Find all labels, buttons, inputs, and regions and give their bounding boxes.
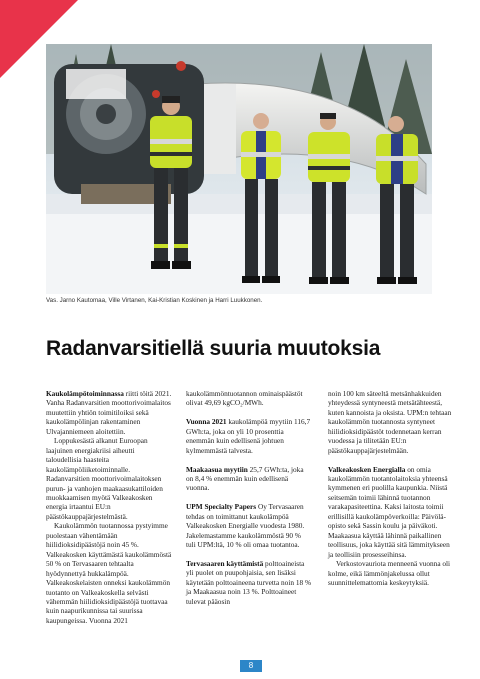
page-number-badge: 8 [240,660,262,672]
paragraph-lead: Tervasaaren käyttämistä [186,558,264,568]
paragraph-text: Kaukolämmön tuotannossa pystyimme puolestaan vähentämään hiilidioksidipäästöjä noin 45 %. Valkeakosken käyttämästä kaukolämmöstä 50 % on Tervasaaren tehtaalta hyödynnettyä hukkalämpöä. Valkeakoskelaisten onneksi kaukolämmön tuotanto on Valkeakoskella selvästi vähemmän hiilidioksidipäästöjä tuottavaa kuin naapurikunnissa tai suurissa kaupungeissa. Vuonna 2021 [46,521,172,625]
paragraph [46,521,172,625]
paragraph [46,436,172,521]
text-column-2 [186,389,312,606]
paragraph-text: kaukolämmöntuotannon ominaispäästöt olivat 49,69 kgCO₂/MWh. [186,389,303,408]
paragraph [186,559,312,606]
paragraph [186,465,312,493]
paragraph-text: noin 100 km säteeltä metsänhakkuiden yhteydessä syntyneestä metsätähteestä, kuten kannoista ja oksista. UPM:n tehtaan kaukolämmön tuotannosta syntyneet hiilidioksidipäästöt todennetaan kerran vuodessa ja tilitetään EU:n päästökauppajärjestelmään. [328,389,452,455]
paragraph-text: 25,7 GWh:ta, joka on 8,4 % enemmän kuin edellisenä vuonna. [186,464,304,493]
paragraph [328,559,454,587]
paragraph-text: Loppukesästä alkanut Euroopan laajuinen energiakriisi aiheutti taloudellisia haasteita kaukolämpöliiketoiminnalle. Radanvarsitien moottorivoimalaitoksen purun- ja vanhojen maakaasukattiloiden muokkaamisen myötä Valkeakosken energia irtaantui EU:n päästökauppajärjestelmästä. [46,436,163,521]
paragraph [328,389,454,455]
paragraph [328,465,454,560]
paragraph-lead: Maakaasua myytiin [186,464,248,474]
article-headline: Radanvarsitiellä suuria muutoksia [46,337,381,360]
text-column-1 [46,389,172,625]
workers-photo [46,44,432,294]
paragraph-lead: UPM Specialty Papers [186,502,257,512]
paragraph [186,502,312,549]
paragraph-text: on omia kaukolämmön tuotantolaitoksia yhteensä kymmenen eri puolilla kaupunkia. Niistä seitsemän toimii lähinnä tuotannon varakapasiteettina. Kaksi laitosta toimii erillisillä kaukolämpöverkoilla: Päivölä-opisto sekä Sassin koulu ja päiväkoti. Maakaasua käyttää lähinnä paikallinen teollisuus, joka käyttää sitä lämmitykseen ja teollisiin prosesseihinsa. [328,464,450,559]
paragraph-lead: Vuonna 2021 [186,417,227,427]
paragraph-text: riitti töitä 2021. Vanha Radanvarsitien moottorivoimalaitos muutettiin yhtiön toimitiloiksi sekä kaukolämpölinjan rakentaminen Ulvajanniemeen aloitettiin. [46,389,172,436]
text-column-3 [328,389,454,587]
paragraph-text: polttoaineista yli puolet on puupohjaisia, sen lisäksi käytetään polttoaineena turvetta noin 18 % ja Maakaasua noin 13 %. Polttoaineet tulevat pääosin [186,558,312,606]
paragraph-lead: Valkeakosken Energialla [328,464,406,474]
paragraph [186,389,312,408]
paragraph-lead: Kaukolämpötoiminnassa [46,389,124,398]
paragraph-text: Verkostovauriota menneenä vuonna oli kolme, eikä lämmönjakelussa ollut suunnittelemattomia keskeytyksiä. [328,559,451,587]
paragraph-text: kaukolämpöä myytiin 116,7 GWh:ta, joka on yli 10 prosenttia enemmän kuin edellisenä johtuen kylmemmästä talvesta. [186,417,311,455]
photo-caption: Vas. Jarno Kautomaa, Ville Virtanen, Kai-Kristian Koskinen ja Harri Luukkonen. [46,297,263,304]
paragraph-text: Oy Tervasaaren tehdas on toimittanut kaukolämpöä Valkeakosken Energialle vuodesta 1980. Jakelemastamme kaukolämmöstä 90 % tuli UPM:ltä, 10 % oli omaa tuotantoa. [186,502,305,550]
paragraph [186,417,312,455]
paragraph [46,389,172,436]
